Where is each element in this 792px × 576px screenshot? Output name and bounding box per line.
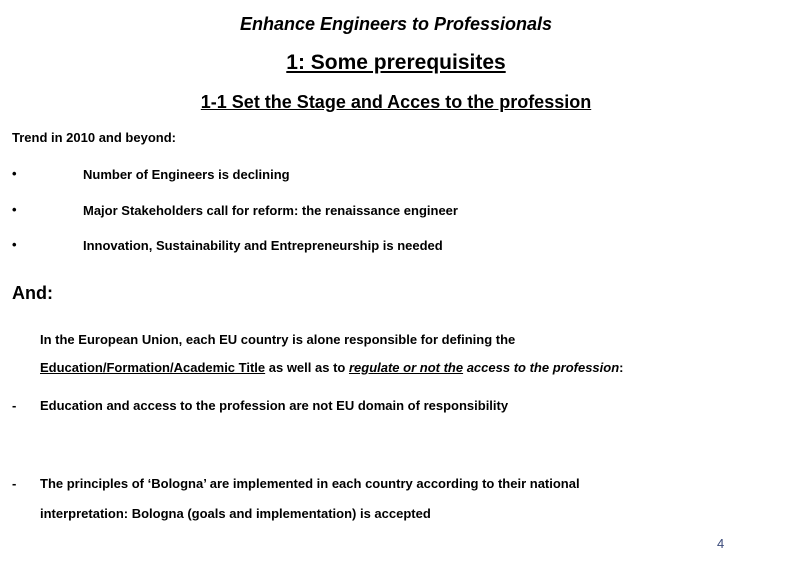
eu-paragraph-line1: In the European Union, each EU country is alone responsible for defining the — [40, 332, 516, 347]
bullet-marker: • — [12, 237, 17, 252]
eu-paragraph-text: as well as to — [265, 360, 349, 375]
dash-item-continuation: interpretation: Bologna (goals and implementation) is accepted — [40, 506, 431, 521]
bullet-marker: • — [12, 166, 17, 181]
trend-label: Trend in 2010 and beyond: — [12, 130, 176, 145]
bullet-item: Innovation, Sustainability and Entrepreneurship is needed — [83, 238, 443, 253]
bullet-marker: • — [12, 202, 17, 217]
bullet-item: Number of Engineers is declining — [83, 167, 290, 182]
eu-paragraph-line2 — [40, 360, 624, 375]
access-text: access to the profession — [463, 360, 620, 375]
section-heading: 1: Some prerequisites — [286, 51, 506, 74]
dash-item: Education and access to the profession are not EU domain of responsibility — [40, 398, 509, 413]
dash-marker: - — [12, 476, 17, 491]
dash-item: The principles of ‘Bologna’ are implemented in each country according to their national — [40, 476, 580, 491]
academic-title-text: Education/Formation/Academic Title — [40, 360, 266, 375]
eu-paragraph-colon: : — [619, 360, 624, 375]
bullet-item: Major Stakeholders call for reform: the renaissance engineer — [83, 203, 458, 218]
and-label: And: — [12, 283, 53, 303]
slide-title: Enhance Engineers to Professionals — [239, 14, 553, 34]
regulate-text: regulate or not the — [348, 360, 464, 375]
page-number: 4 — [717, 536, 725, 551]
dash-marker: - — [12, 398, 17, 413]
subsection-heading: 1-1 Set the Stage and Acces to the profession — [200, 92, 592, 112]
